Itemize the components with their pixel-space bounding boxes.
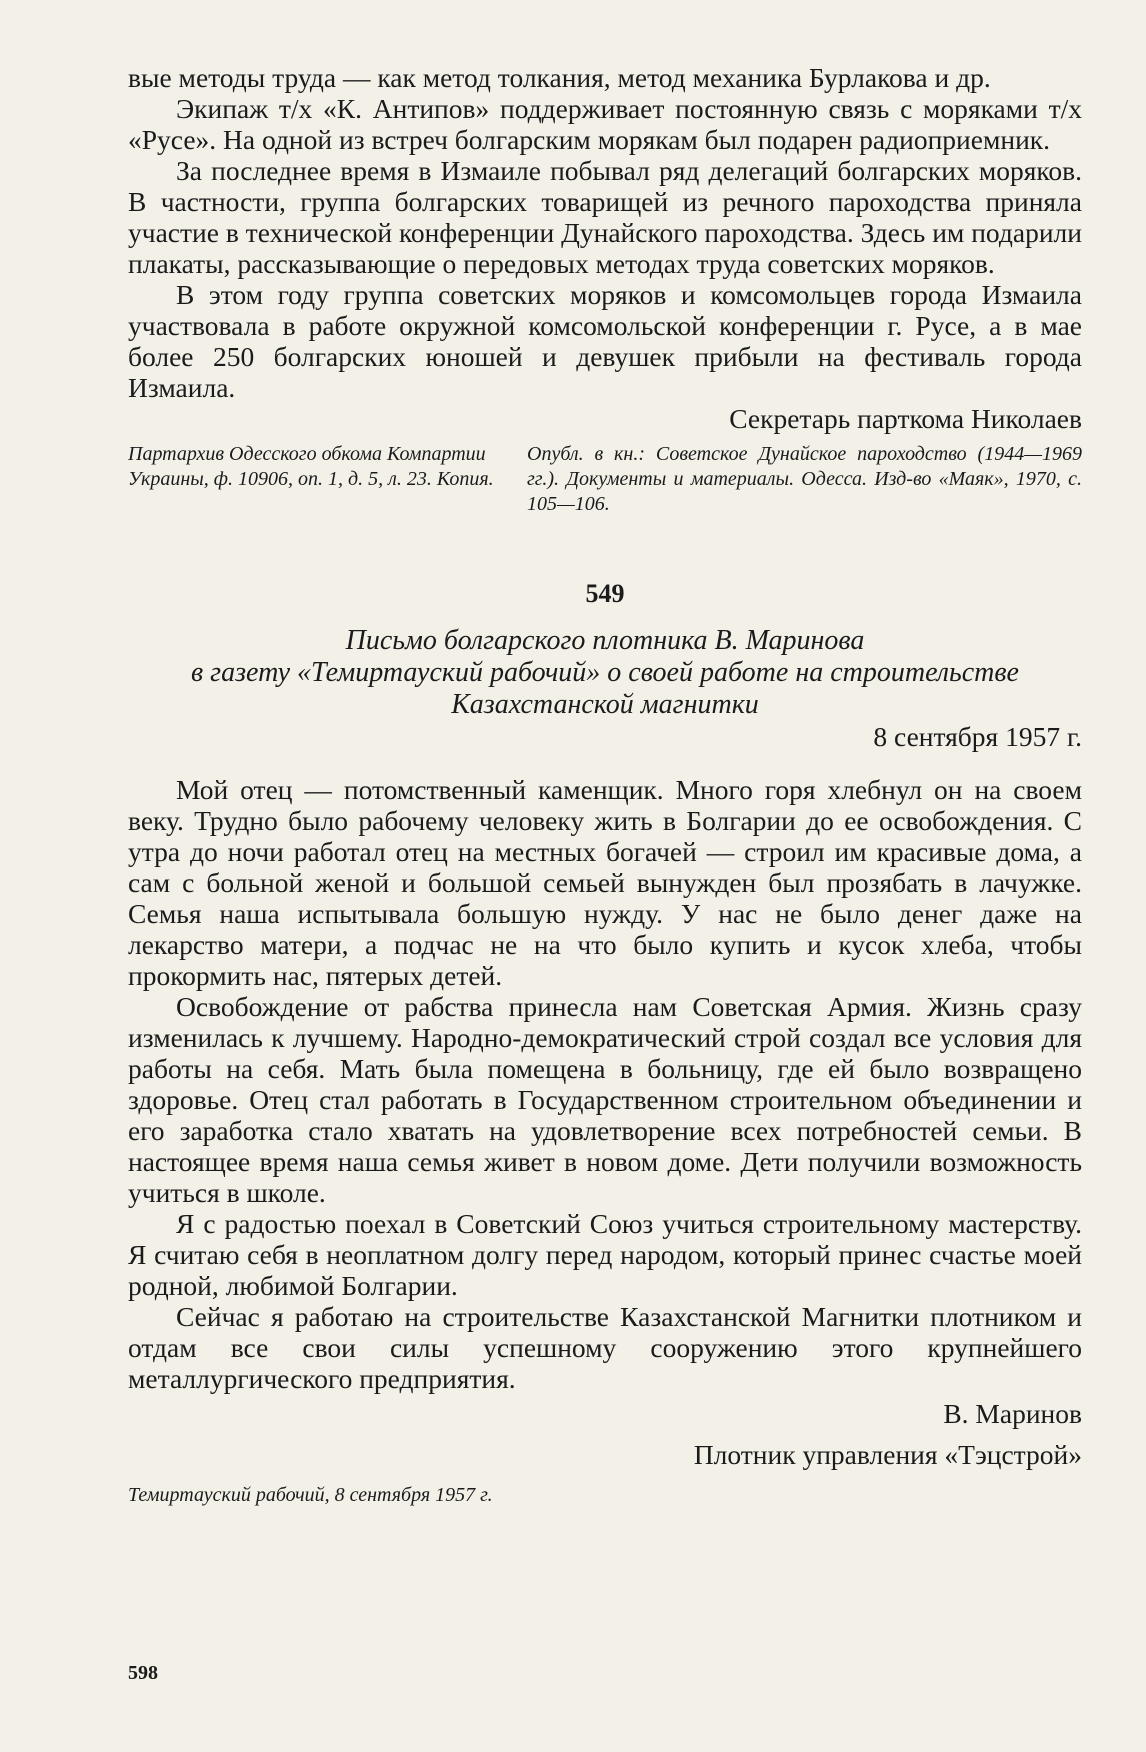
paragraph-work: Сейчас я работаю на строительстве Казахстанской Магнитки плотником и отдам все свои силы успешному сооружению этого крупнейшего металлургического предприятия. [128, 1301, 1082, 1394]
paragraph-study: Я с радостью поехал в Советский Союз учиться строительному мастерству. Я считаю себя в неоплатном долгу перед народом, который принес счастье моей родной, любимой Болгарии. [128, 1208, 1082, 1301]
paragraph-this-year: В этом году группа советских моряков и комсомольцев города Измаила участвовала в работе окружной комсомольской конференции г. Русе, а в мае более 250 болгарских юношей и девушек прибыли на фестиваль города Измаила. [128, 279, 1082, 403]
page-number: 598 [128, 1662, 158, 1684]
signature-name: В. Маринов [943, 1398, 1082, 1429]
paragraph-continuation: вые методы труда — как метод толкания, метод механика Бурлакова и др. [128, 62, 991, 93]
document-title-line-3: Казахстанской магнитки [451, 689, 759, 720]
document-number: 549 [585, 579, 625, 608]
archival-notes [128, 442, 1082, 517]
paragraph-crew: Экипаж т/х «К. Антипов» поддерживает постоянную связь с моряками т/х «Русе». На одной из встреч болгарским морякам был подарен радиоприемник. [128, 93, 1082, 155]
document-date: 8 сентября 1957 г. [873, 721, 1082, 752]
publication-reference: Опубл. в кн.: Советское Дунайское пароходство (1944—1969 гг.). Документы и материалы. Одесса. Изд-во «Маяк», 1970, с. 105—106. [527, 443, 1082, 515]
paragraph-delegations: За последнее время в Измаиле побывал ряд делегаций болгарских моряков. В частности, группа болгарских товарищей из речного пароходства приняла участие в технической конференции Дунайского пароходства. Здесь им подарили плакаты, рассказывающие о передовых методах труда советских моряков. [128, 155, 1082, 279]
signature-role: Плотник управления «Тэцстрой» [693, 1439, 1082, 1470]
document-title-line-2: в газету «Темиртауский рабочий» о своей работе на строительстве [191, 657, 1019, 688]
source-reference: Темиртауский рабочий, 8 сентября 1957 г. [128, 1484, 493, 1506]
paragraph-liberation: Освобождение от рабства принесла нам Советская Армия. Жизнь сразу изменилась к лучшему. Народно-демократический строй создал все условия для работы на себя. Мать была помещена в больницу, где ей было возвращено здоровье. Отец стал работать в Государственном строительном объединении и его заработка стало хватать на удовлетворение всех потребностей семьи. В настоящее время наша семья живет в новом доме. Дети получили возможность учиться в школе. [128, 991, 1082, 1208]
document-title-line-1: Письмо болгарского плотника В. Маринова [345, 625, 865, 656]
text-column [128, 62, 1082, 1511]
archive-reference: Партархив Одесского обкома Компартии Украины, ф. 10906, оп. 1, д. 5, л. 23. Копия. [128, 443, 494, 490]
document-title [128, 625, 1082, 721]
paragraph-father: Мой отец — потомственный каменщик. Много горя хлебнул он на своем веку. Трудно было рабочему человеку жить в Болгарии до ее освобождения. С утра до ночи работал отец на местных богачей — строил им красивые дома, а сам с больной женой и большой семьей вынужден был прозябать в лачужке. Семья наша испытывала большую нужду. У нас не было денег даже на лекарство матери, а подчас не на что было купить и кусок хлеба, чтобы прокормить нас, пятерых детей. [128, 774, 1082, 991]
signature-secretary: Секретарь парткома Николаев [729, 403, 1082, 434]
